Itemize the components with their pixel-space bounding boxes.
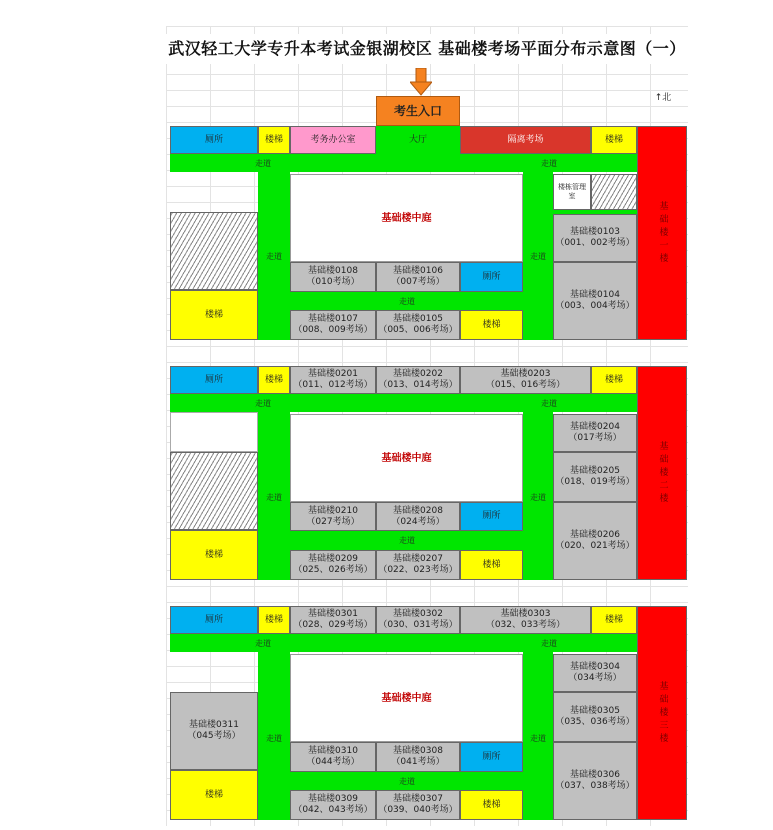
exam-room-0207: 基础楼0207 （022、023考场） [376, 550, 460, 580]
exam-room-0302: 基础楼0302 （030、031考场） [376, 606, 460, 634]
exam-room-0103: 基础楼0103 （001、002考场） [553, 214, 637, 262]
corridor-top [170, 634, 637, 652]
exam-room-0104: 基础楼0104 （003、004考场） [553, 262, 637, 340]
exam-room-0108: 基础楼0108 （010考场） [290, 262, 376, 292]
exam-room-0208: 基础楼0208 （024考场） [376, 502, 460, 531]
stair-left: 楼梯 [258, 366, 290, 394]
corridor-right [523, 634, 553, 820]
toilet-inner: 厕所 [460, 502, 523, 531]
exam-room-0306: 基础楼0306 （037、038考场） [553, 742, 637, 820]
stair-left: 楼梯 [258, 126, 290, 154]
hall: 大厅 [376, 126, 460, 154]
isolation-room: 隔离考场 [460, 126, 591, 154]
exam-room-0201: 基础楼0201 （011、012考场） [290, 366, 376, 394]
corridor-label: 走道 [530, 492, 546, 502]
corridor-right [523, 154, 553, 340]
stair-right: 楼梯 [591, 606, 637, 634]
exam-room-0106: 基础楼0106 （007考场） [376, 262, 460, 292]
corridor-label: 走道 [399, 535, 415, 545]
toilet-top: 厕所 [170, 126, 258, 154]
stair-bottom-left: 楼梯 [170, 770, 258, 820]
courtyard: 基础楼中庭 [290, 174, 523, 262]
stair-right: 楼梯 [591, 126, 637, 154]
hatched-area [591, 174, 637, 210]
floor-side-label: 基础楼一楼 [637, 126, 687, 340]
stair-inner: 楼梯 [460, 310, 523, 340]
exam-office: 考务办公室 [290, 126, 376, 154]
corridor-left [258, 394, 290, 580]
entrance-label: 考生入口 [376, 96, 460, 126]
corridor-label: 走道 [399, 296, 415, 306]
exam-room-0309: 基础楼0309 （042、043考场） [290, 790, 376, 820]
page-title: 武汉轻工大学专升本考试金银湖校区 基础楼考场平面分布示意图（一） [166, 34, 688, 64]
exam-room-0307: 基础楼0307 （039、040考场） [376, 790, 460, 820]
corridor-label: 走道 [541, 638, 557, 648]
exam-room-0303: 基础楼0303 （032、033考场） [460, 606, 591, 634]
exam-room-0308: 基础楼0308 （041考场） [376, 742, 460, 772]
corridor-left [258, 634, 290, 820]
exam-room-0107: 基础楼0107 （008、009考场） [290, 310, 376, 340]
exam-room-0203: 基础楼0203 （015、016考场） [460, 366, 591, 394]
corridor-top [170, 154, 637, 172]
exam-room-0310: 基础楼0310 （044考场） [290, 742, 376, 772]
hatched-area [170, 212, 258, 290]
corridor-label: 走道 [530, 733, 546, 743]
corridor-label: 走道 [266, 733, 282, 743]
courtyard: 基础楼中庭 [290, 654, 523, 742]
corridor-top [170, 394, 637, 412]
exam-room-0204: 基础楼0204 （017考场） [553, 414, 637, 452]
courtyard: 基础楼中庭 [290, 414, 523, 502]
floor-side-label: 基础楼二楼 [637, 366, 687, 580]
exam-room-0202: 基础楼0202 （013、014考场） [376, 366, 460, 394]
corridor-label: 走道 [255, 158, 271, 168]
north-indicator: ↑北 [654, 92, 672, 103]
corridor-label: 走道 [399, 776, 415, 786]
toilet-top: 厕所 [170, 606, 258, 634]
corridor-label: 走道 [255, 638, 271, 648]
corridor-label: 走道 [255, 398, 271, 408]
toilet-inner: 厕所 [460, 262, 523, 292]
stair-right: 楼梯 [591, 366, 637, 394]
building-management-room: 楼栋管理室 [553, 174, 591, 210]
entrance-arrow-icon [410, 68, 432, 96]
corridor-label: 走道 [530, 251, 546, 261]
exam-room-0210: 基础楼0210 （027考场） [290, 502, 376, 531]
stair-bottom-left: 楼梯 [170, 530, 258, 580]
blank-room [170, 412, 258, 452]
corridor-left [258, 154, 290, 340]
toilet-inner: 厕所 [460, 742, 523, 772]
exam-room-0105: 基础楼0105 （005、006考场） [376, 310, 460, 340]
hatched-area [170, 452, 258, 530]
exam-room-0305: 基础楼0305 （035、036考场） [553, 692, 637, 742]
exam-room-0205: 基础楼0205 （018、019考场） [553, 452, 637, 502]
stair-bottom-left: 楼梯 [170, 290, 258, 340]
exam-room-0209: 基础楼0209 （025、026考场） [290, 550, 376, 580]
corridor-right [523, 394, 553, 580]
toilet-top: 厕所 [170, 366, 258, 394]
exam-room-0206: 基础楼0206 （020、021考场） [553, 502, 637, 580]
stair-inner: 楼梯 [460, 790, 523, 820]
exam-room-0301: 基础楼0301 （028、029考场） [290, 606, 376, 634]
floor-side-label: 基础楼三楼 [637, 606, 687, 820]
exam-room-0304: 基础楼0304 （034考场） [553, 654, 637, 692]
stair-left: 楼梯 [258, 606, 290, 634]
stair-inner: 楼梯 [460, 550, 523, 580]
corridor-label: 走道 [541, 158, 557, 168]
corridor-label: 走道 [266, 251, 282, 261]
exam-room-0311: 基础楼0311 （045考场） [170, 692, 258, 770]
corridor-label: 走道 [266, 492, 282, 502]
corridor-label: 走道 [541, 398, 557, 408]
